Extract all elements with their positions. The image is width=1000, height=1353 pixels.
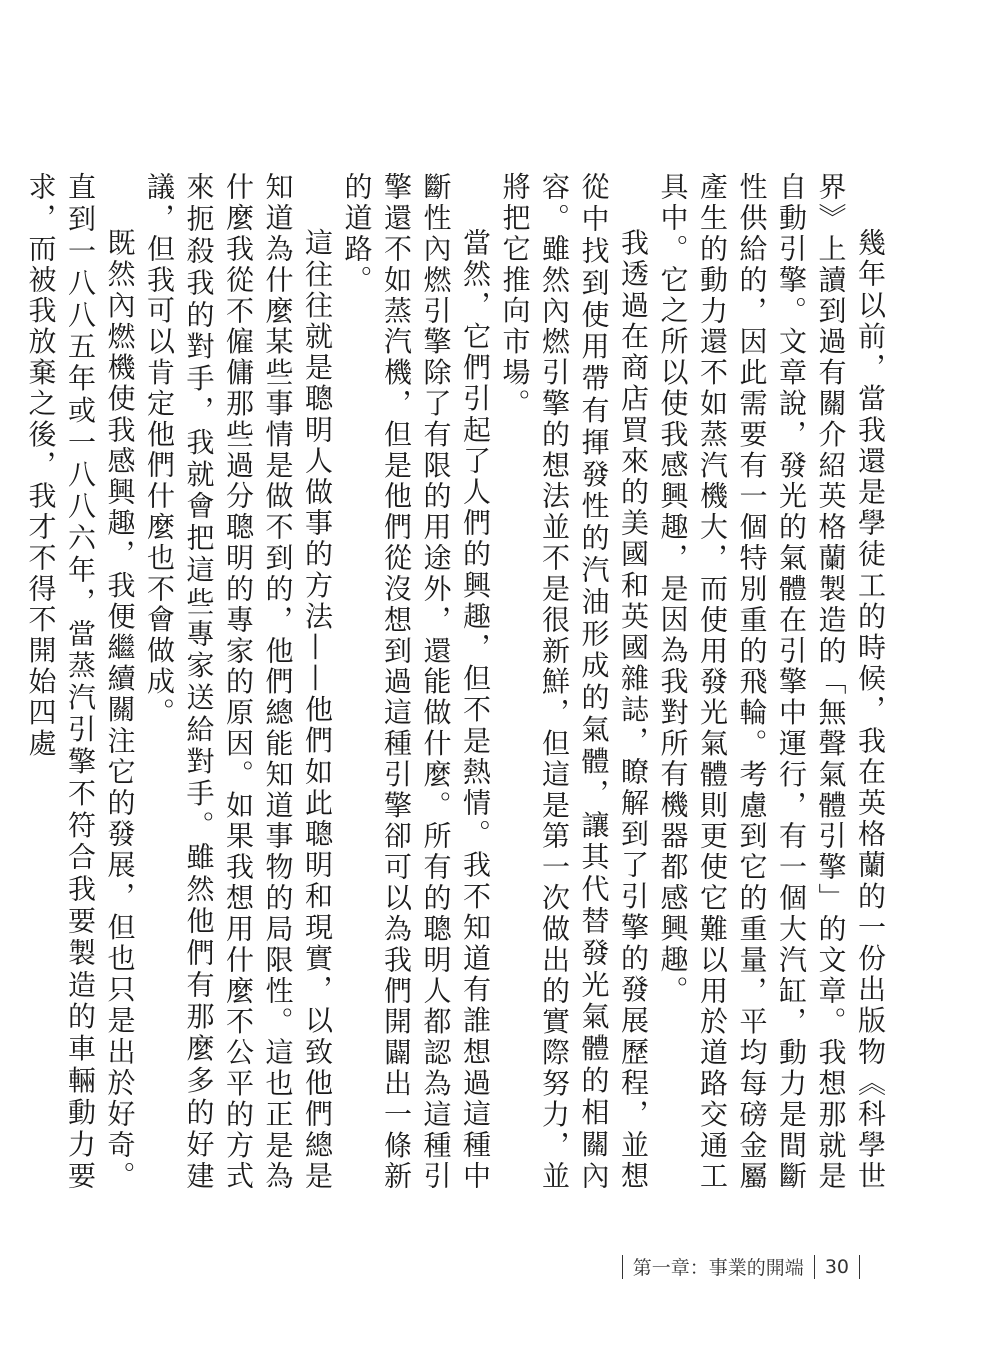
footer-divider-left — [622, 1255, 623, 1279]
footer-divider-middle — [814, 1255, 815, 1279]
paragraph-3: 當然，它們引起了人們的興趣，但不是熱情。我不知道有誰想過這種中斷性內燃引擎除了有限的用途外，還能做什麼。所有的聰明人都認為這種引擎還不如蒸汽機，但是他們從沒想到過這種引擎卻可以為我們開闢出一條新的道路。 — [340, 172, 492, 1192]
page-footer — [612, 1253, 870, 1280]
chapter-title: 第一章：事業的開端 — [632, 1257, 804, 1279]
paragraph-5: 既然內燃機使我感興趣，我便繼續關注它的發展，但也只是出於好奇。直到一八八五年或一八八六年，當蒸汽引擎不符合我要製造的車輛動力要求，而被我放棄之後，我才不得不開始四處 — [24, 172, 137, 1192]
page-number: 30 — [824, 1255, 849, 1278]
paragraph-2: 我透過在商店買來的美國和英國雜誌，瞭解到了引擎的發展歷程，並想從中找到使用帶有揮發性的汽油形成的氣體，讓其代替發光氣體的相關內容。雖然內燃引擎的想法並不是很新鮮，但這是第一次做出的實際努力，並將把它推向市場。 — [498, 172, 650, 1192]
paragraph-4: 這往往就是聰明人做事的方法——他們如此聰明和現實，以致他們總是知道為什麼某些事情是做不到的，他們總能知道事物的局限性。這也正是為什麼我從不僱傭那些過分聰明的專家的原因。如果我想用什麼不公平的方式來扼殺我的對手，我就會把這些專家送給對手。雖然他們有那麼多的好建議，但我可以肯定他們什麼也不會做成。 — [143, 172, 334, 1192]
paragraph-1: 幾年以前，當我還是學徒工的時候，我在英格蘭的一份出版物《科學世界》上讀到過有關介紹英格蘭製造的「無聲氣體引擎」的文章。我想那就是自動引擎。文章說，發光的氣體在引擎中運行，有一個大汽缸，動力是間斷性供給的，因此需要有一個特別重的飛輪。考慮到它的重量，平均每磅金屬產生的動力還不如蒸汽機大，而使用發光氣體則更使它難以用於道路交通工具中。它之所以使我感興趣，是因為我對所有機器都感興趣。 — [656, 172, 887, 1192]
footer-divider-right — [859, 1255, 860, 1279]
body-text — [24, 172, 890, 1192]
